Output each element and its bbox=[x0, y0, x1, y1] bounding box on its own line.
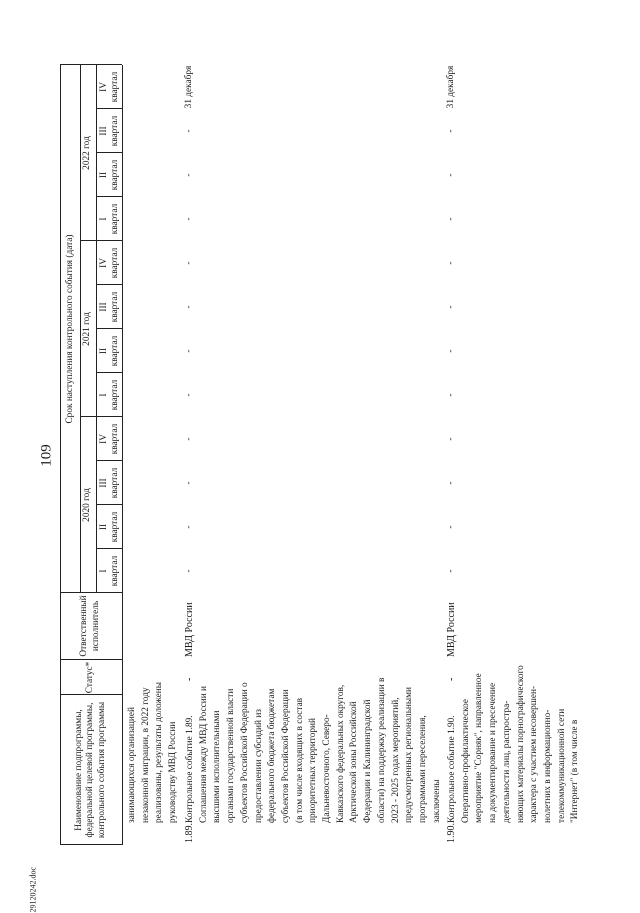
header-status-column: Статус* bbox=[85, 661, 96, 694]
row-text-line: высшими исполнительными bbox=[212, 710, 223, 823]
row-text-line: Контрольное событие 1.89. bbox=[185, 715, 195, 823]
row-cell: - bbox=[446, 481, 456, 485]
header-executor-column: Ответственный исполнитель bbox=[79, 595, 101, 657]
row-cell: - bbox=[446, 525, 456, 529]
row-cell: - bbox=[184, 481, 194, 485]
row-cell: - bbox=[184, 305, 194, 309]
header-quarter: I квартал bbox=[99, 379, 120, 411]
footer-document-code: 29120242.doc bbox=[28, 866, 38, 913]
row-text-line: органами государственной власти bbox=[226, 688, 237, 823]
row-text-line: характера с участием несовершен- bbox=[529, 685, 540, 823]
page-number: 109 bbox=[38, 444, 55, 467]
row-text-line: субъектов Российской Федерации bbox=[280, 689, 291, 823]
row-cell: - bbox=[184, 173, 194, 177]
rotated-table bbox=[60, 65, 640, 845]
row-cell: 31 декабря bbox=[184, 65, 194, 109]
row-cell: - bbox=[446, 349, 456, 353]
table-grid bbox=[60, 65, 640, 845]
row-cell: - bbox=[184, 393, 194, 397]
header-year-2021: 2021 год bbox=[82, 312, 93, 346]
row-cell: - bbox=[446, 129, 456, 133]
header-name-column: Наименование подпрограммы, федеральной целевой программы, контрольного события программы bbox=[73, 701, 107, 839]
row-cell: - bbox=[446, 305, 456, 309]
row-executor: МВД России bbox=[446, 602, 457, 657]
header-quarter: IV квартал bbox=[99, 71, 120, 103]
row-text-line: (в том числе входящих в состав bbox=[294, 697, 305, 823]
row-text-line: мероприятие "Сорняк", направленное bbox=[474, 673, 485, 823]
header-quarter: II квартал bbox=[99, 335, 120, 367]
row-cell: 31 декабря bbox=[446, 65, 456, 109]
row-cell: - bbox=[446, 217, 456, 221]
row-text-line: федерального бюджета бюджетам bbox=[267, 688, 278, 823]
row-text-line: приоритетных территорий bbox=[308, 718, 319, 823]
row-text-line: Контрольное событие 1.90. bbox=[447, 715, 457, 823]
header-quarter: I квартал bbox=[99, 203, 120, 235]
row-1-90-text bbox=[446, 665, 583, 823]
row-text-line: Арктической зоны Российской bbox=[349, 701, 360, 823]
row-status: - bbox=[446, 677, 457, 681]
row-text-line: деятельности лиц, распростра- bbox=[501, 700, 512, 823]
continuation-text: занимающихся организацией незаконной миграции, в 2022 году реализованы, результаты доложены руководству МВД России bbox=[127, 681, 179, 823]
header-quarter: IV квартал bbox=[99, 423, 120, 455]
row-text-line: телекоммуникационной сети bbox=[556, 708, 567, 823]
row-text-line: заключены bbox=[431, 779, 442, 823]
row-text-line: Кавказского федеральных округов, bbox=[335, 684, 346, 823]
row-1-89-text bbox=[184, 678, 444, 823]
row-cell: - bbox=[446, 173, 456, 177]
header-term-column: Срок наступления контрольного события (дата) bbox=[65, 234, 76, 424]
header-quarter: III квартал bbox=[99, 467, 120, 499]
header-quarter: II квартал bbox=[99, 159, 120, 191]
row-executor: МВД России bbox=[184, 602, 195, 657]
row-cell: - bbox=[446, 437, 456, 441]
row-status: - bbox=[184, 677, 195, 681]
header-quarter: III квартал bbox=[99, 291, 120, 323]
row-text-line: нолетних в информационно- bbox=[542, 709, 553, 823]
row-number: 1.90. bbox=[446, 823, 457, 843]
row-cell: - bbox=[184, 437, 194, 441]
row-text-line: Дальневосточного, Северо- bbox=[322, 714, 333, 823]
row-cell: - bbox=[184, 349, 194, 353]
row-text-line: программами переселения, bbox=[417, 715, 428, 823]
row-number: 1.89. bbox=[184, 823, 195, 843]
row-text-line: предусмотренных региональными bbox=[404, 686, 415, 823]
row-text-line: субъектов Российской Федерации о bbox=[239, 682, 250, 823]
header-quarter: II квартал bbox=[99, 511, 120, 543]
row-text-line: области) на поддержку реализации в bbox=[376, 677, 387, 823]
row-text-line: Соглашения между МВД России и bbox=[198, 685, 209, 823]
row-cell: - bbox=[446, 393, 456, 397]
row-cell: - bbox=[446, 261, 456, 265]
row-text-line: Оперативно-профилактическое bbox=[460, 698, 471, 823]
row-cell: - bbox=[446, 569, 456, 573]
row-cell: - bbox=[184, 217, 194, 221]
row-text-line: Федерации и Калининградской bbox=[363, 699, 374, 823]
row-text-line: "Интернет" (в том числе в bbox=[570, 719, 581, 823]
row-cell: - bbox=[184, 525, 194, 529]
row-text-line: 2023 - 2025 годах мероприятий, bbox=[390, 697, 401, 823]
header-quarter: III квартал bbox=[99, 115, 120, 147]
row-text-line: на документирование и пресечение bbox=[488, 682, 499, 823]
header-quarter: I квартал bbox=[99, 555, 120, 587]
row-text-line: няющих материалы порнографического bbox=[515, 665, 526, 823]
row-cell: - bbox=[184, 261, 194, 265]
row-text-line: предоставлении субсидий из bbox=[253, 709, 264, 823]
row-cell: - bbox=[184, 569, 194, 573]
header-quarter: IV квартал bbox=[99, 247, 120, 279]
header-year-2022: 2022 год bbox=[82, 136, 93, 170]
row-cell: - bbox=[184, 129, 194, 133]
header-year-2020: 2020 год bbox=[82, 488, 93, 522]
